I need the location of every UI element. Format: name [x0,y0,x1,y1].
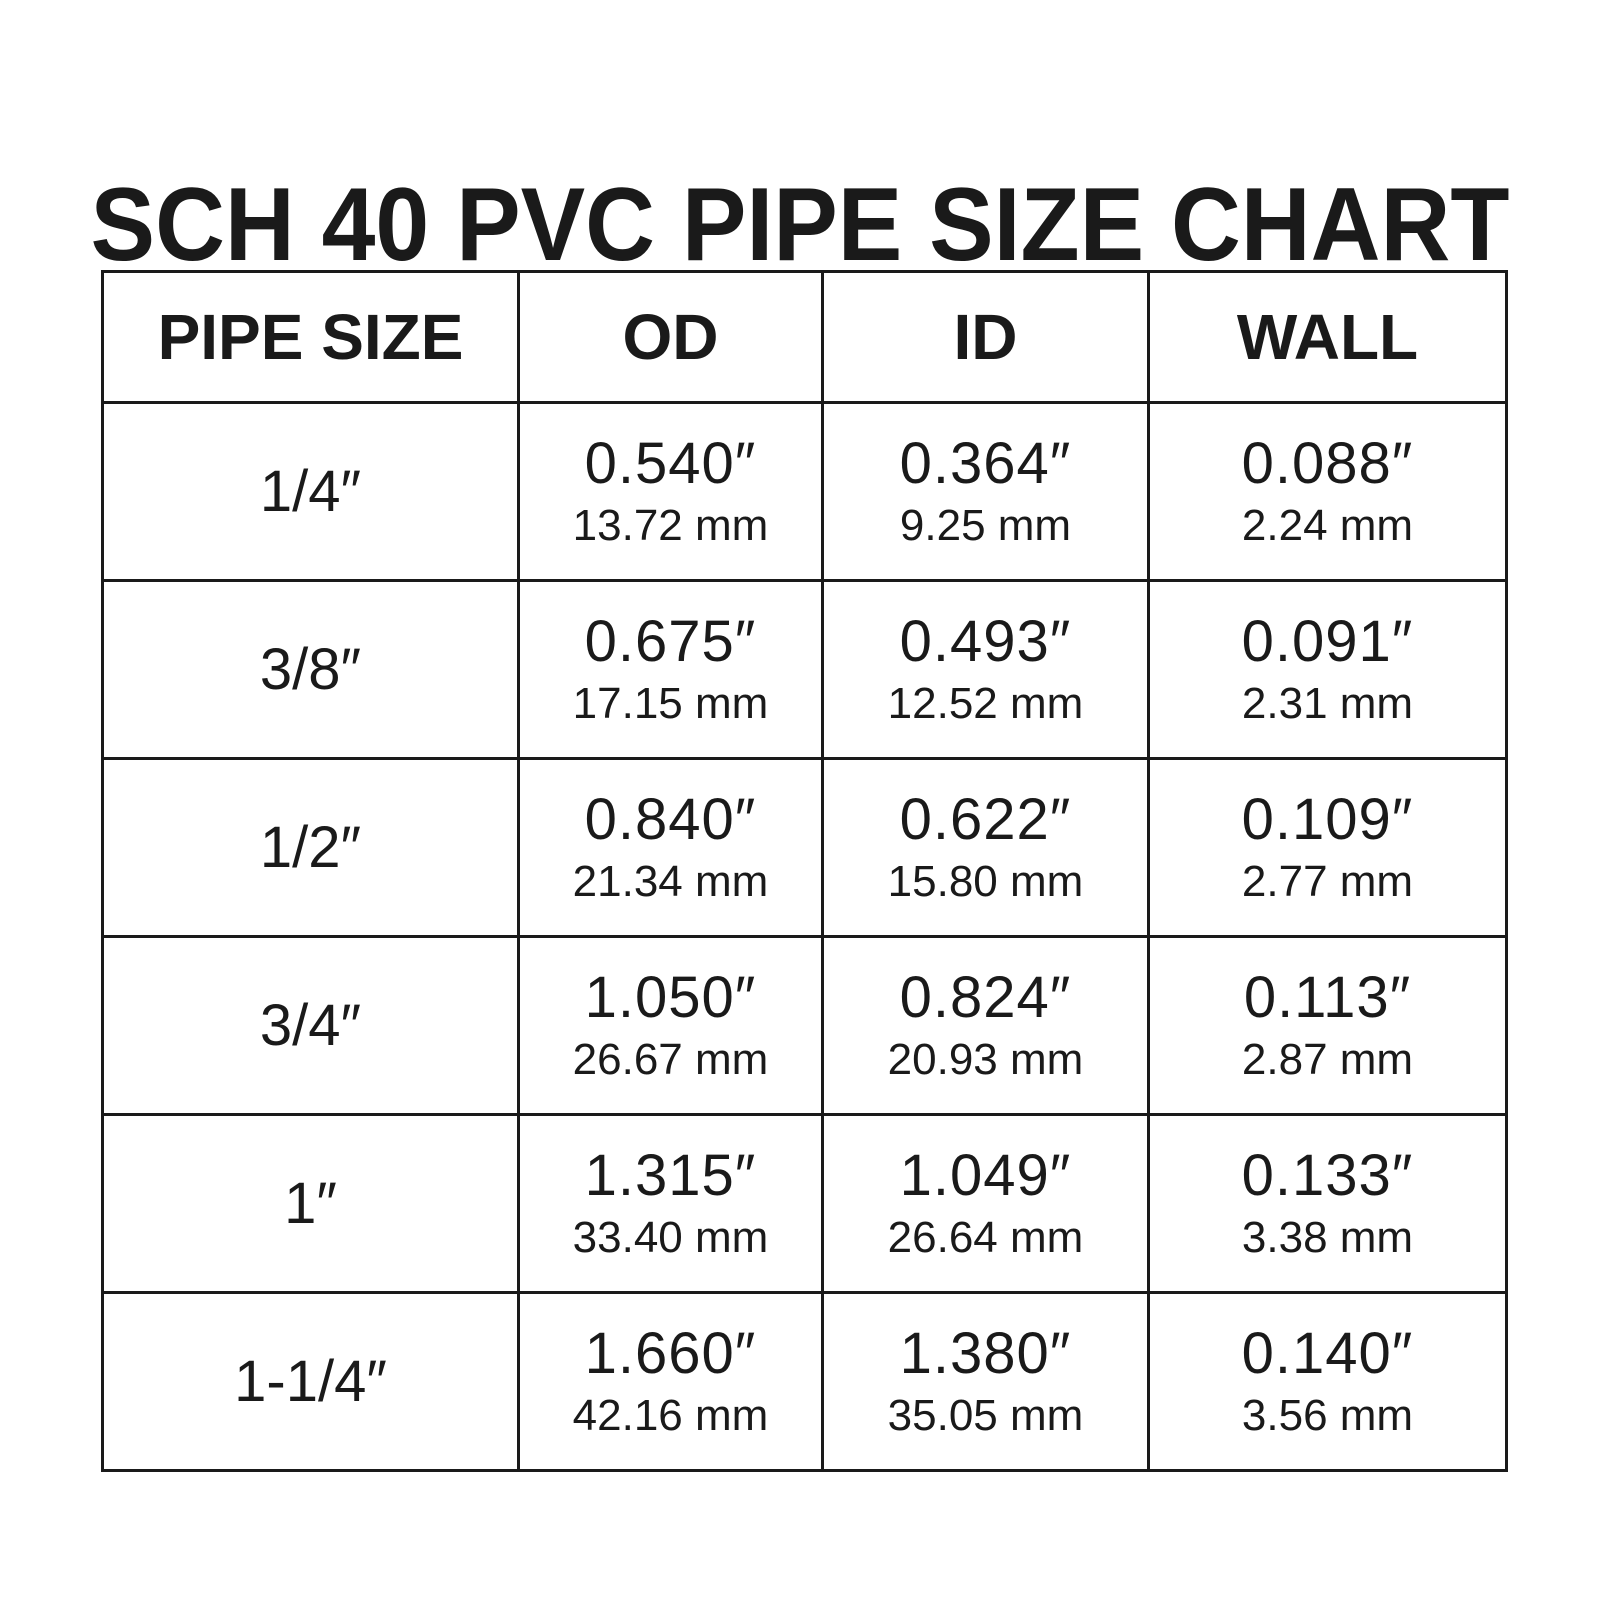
wall-inches-value: 0.091″ [1241,608,1414,674]
pipe-size-cell: 1-1/4″ [103,1293,519,1471]
id-mm-value: 9.25 mm [899,500,1072,550]
table-body [103,403,1507,1471]
column-header-id: ID [823,272,1149,403]
id-cell [823,403,1149,581]
od-cell [519,759,823,937]
wall-cell [1149,937,1507,1115]
id-mm-value: 12.52 mm [887,678,1084,728]
id-cell [823,1115,1149,1293]
od-cell [519,1293,823,1471]
wall-mm-value: 2.77 mm [1241,856,1414,906]
pipe-size-cell: 3/4″ [103,937,519,1115]
od-cell [519,403,823,581]
table-row [103,759,1507,937]
wall-cell [1149,581,1507,759]
od-mm-value: 33.40 mm [572,1212,769,1262]
od-cell [519,937,823,1115]
column-header-od: OD [519,272,823,403]
wall-mm-value: 2.31 mm [1241,678,1414,728]
od-cell [519,1115,823,1293]
id-inches-value: 0.493″ [899,608,1072,674]
column-header-pipe-size: PIPE SIZE [103,272,519,403]
wall-mm-value: 2.24 mm [1241,500,1414,550]
wall-inches-value: 0.088″ [1241,430,1414,496]
id-cell [823,1293,1149,1471]
table-row [103,403,1507,581]
id-inches-value: 0.824″ [899,964,1072,1030]
wall-mm-value: 3.56 mm [1241,1390,1414,1440]
id-mm-value: 35.05 mm [887,1390,1084,1440]
id-inches-value: 1.380″ [899,1320,1072,1386]
wall-cell [1149,759,1507,937]
od-mm-value: 21.34 mm [572,856,769,906]
od-mm-value: 13.72 mm [572,500,769,550]
id-mm-value: 15.80 mm [887,856,1084,906]
pipe-size-cell: 1/4″ [103,403,519,581]
id-mm-value: 26.64 mm [887,1212,1084,1262]
od-mm-value: 26.67 mm [572,1034,769,1084]
od-inches-value: 1.315″ [584,1142,757,1208]
od-mm-value: 17.15 mm [572,678,769,728]
table-header-row [103,272,1507,403]
od-inches-value: 1.660″ [584,1320,757,1386]
wall-inches-value: 0.133″ [1241,1142,1414,1208]
wall-cell [1149,1293,1507,1471]
table-row [103,1115,1507,1293]
page-title: SCH 40 PVC PIPE SIZE CHART [90,166,1510,283]
table-row [103,581,1507,759]
pipe-size-table [101,270,1508,1472]
id-cell [823,759,1149,937]
wall-mm-value: 3.38 mm [1241,1212,1414,1262]
pipe-size-cell: 1″ [103,1115,519,1293]
id-inches-value: 0.364″ [899,430,1072,496]
id-cell [823,937,1149,1115]
wall-cell [1149,1115,1507,1293]
table-row [103,937,1507,1115]
wall-cell [1149,403,1507,581]
pipe-size-cell: 3/8″ [103,581,519,759]
pipe-size-cell: 1/2″ [103,759,519,937]
od-inches-value: 0.675″ [584,608,757,674]
wall-mm-value: 2.87 mm [1241,1034,1414,1084]
id-inches-value: 1.049″ [899,1142,1072,1208]
od-inches-value: 0.840″ [584,786,757,852]
wall-inches-value: 0.109″ [1241,786,1414,852]
od-inches-value: 0.540″ [584,430,757,496]
od-inches-value: 1.050″ [584,964,757,1030]
id-inches-value: 0.622″ [899,786,1072,852]
wall-inches-value: 0.140″ [1241,1320,1414,1386]
id-mm-value: 20.93 mm [887,1034,1084,1084]
od-cell [519,581,823,759]
column-header-wall: WALL [1149,272,1507,403]
od-mm-value: 42.16 mm [572,1390,769,1440]
table-row [103,1293,1507,1471]
wall-inches-value: 0.113″ [1243,964,1412,1030]
id-cell [823,581,1149,759]
